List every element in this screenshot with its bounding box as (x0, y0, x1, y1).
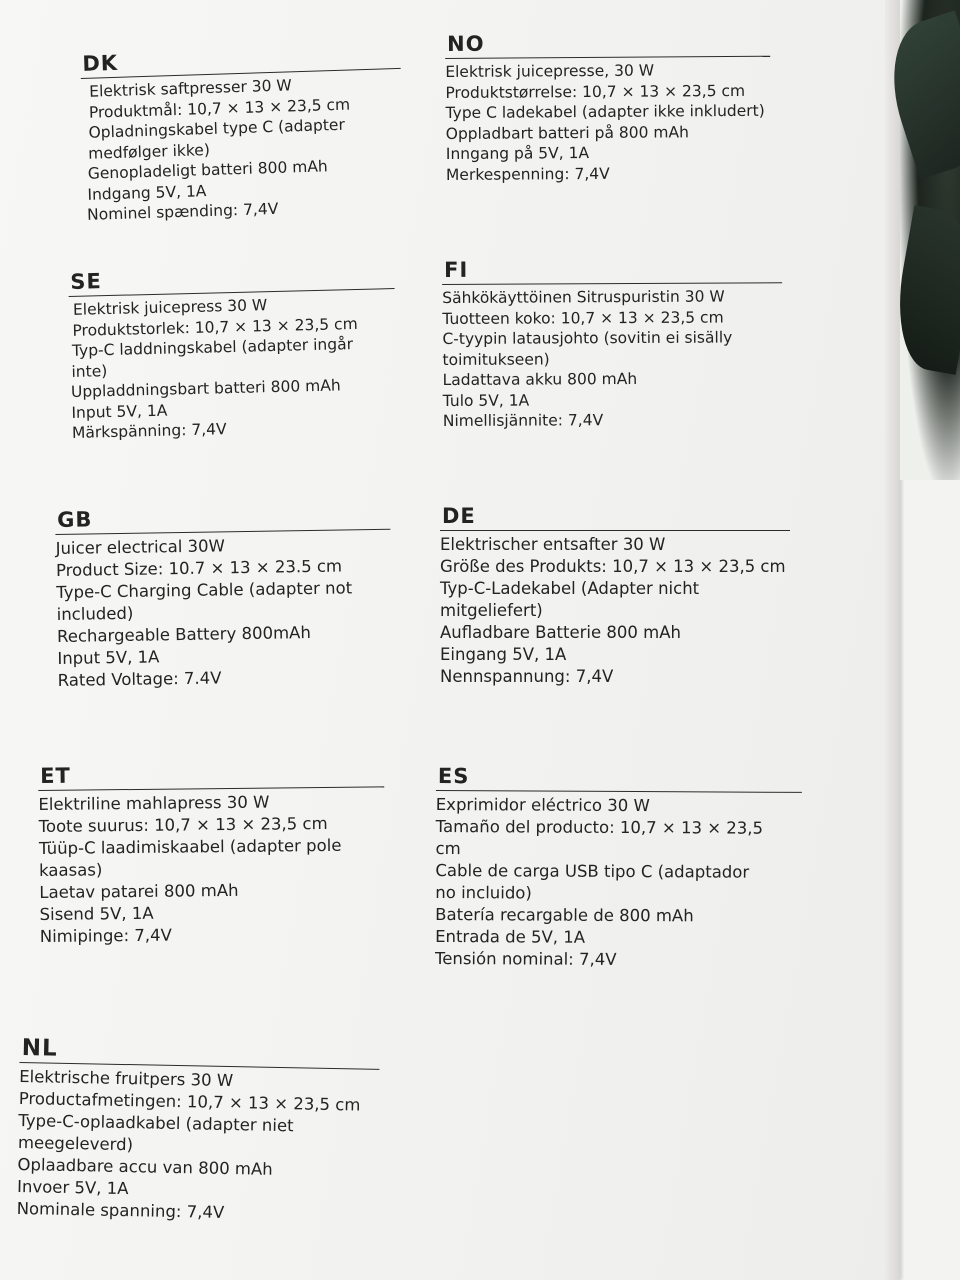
spec-line: Exprimidor eléctrico 30 W (435, 794, 650, 816)
divider (442, 282, 782, 285)
spec-line: Nominale spanning: 7,4V (16, 1198, 225, 1222)
spec-line: cm (435, 838, 461, 859)
spec-line: included) (56, 603, 134, 624)
background-plant (900, 0, 960, 480)
spec-line: Tüüp-C laadimiskaabel (adapter pole (38, 835, 342, 858)
spec-line: Cable de carga USB tipo C (adaptador (435, 860, 750, 882)
section-nl (16, 1036, 379, 1227)
spec-line: inte) (71, 361, 108, 381)
spec-line: medfølger ikke) (87, 140, 211, 163)
spec-line: Batería recargable de 800 mAh (435, 904, 694, 926)
section-code: NO (446, 31, 485, 56)
spec-line: Typ-C-Ladekabel (Adapter nicht (440, 579, 700, 598)
section-dk (80, 42, 405, 225)
spec-line: kaasas) (39, 860, 103, 880)
spec-line: Uppladdningsbart batteri 800 mAh (70, 376, 341, 401)
spec-line: mitgeliefert) (440, 601, 543, 620)
spec-line: Elektrisk juicepresse, 30 W (445, 61, 655, 81)
spec-line: Produktmål: 10,7 × 13 × 23,5 cm (88, 95, 351, 122)
section-gb (55, 503, 393, 692)
spec-line: Toote suurus: 10,7 × 13 × 23,5 cm (38, 813, 328, 836)
section-et (38, 760, 386, 948)
spec-line: Juicer electrical 30W (55, 536, 226, 558)
section-code: NL (21, 1035, 58, 1062)
spec-line: Größe des Produkts: 10,7 × 13 × 23,5 cm (440, 557, 786, 576)
spec-line: Invoer 5V, 1A (16, 1176, 129, 1199)
spec-line: Nennspannung: 7,4V (440, 667, 614, 686)
section-de (440, 504, 790, 688)
spec-line: Opladningskabel type C (adapter (88, 115, 346, 142)
spec-line: Rechargeable Battery 800mAh (56, 622, 311, 646)
spec-line: Product Size: 10.7 × 13 × 23.5 cm (55, 556, 343, 580)
spec-line: Indgang 5V, 1A (87, 181, 207, 204)
spec-line: Inngang på 5V, 1A (445, 143, 590, 163)
spec-line: Ladattava akku 800 mAh (442, 369, 638, 389)
spec-line: Nimipinge: 7,4V (39, 925, 172, 946)
spec-line: Entrada de 5V, 1A (435, 926, 586, 947)
box-edge (885, 0, 900, 1280)
spec-line: Type-C Charging Cable (adapter not (56, 578, 353, 602)
spec-line: Elektrische fruitpers 30 W (19, 1066, 234, 1091)
spec-line: Productafmetingen: 10,7 × 13 × 23,5 cm (18, 1088, 361, 1115)
section-se (68, 262, 398, 443)
spec-line: Elektrisk juicepress 30 W (72, 296, 268, 319)
spec-line: C-tyypin latausjohto (sovitin ei sisälly (442, 328, 733, 348)
spec-line: Tamaño del producto: 10,7 × 13 × 23,5 (435, 816, 764, 838)
spec-line: Produktstorlek: 10,7 × 13 × 23,5 cm (72, 314, 358, 340)
spec-line: Tuotteen koko: 10,7 × 13 × 23,5 cm (442, 308, 724, 328)
section-code: FI (443, 257, 469, 282)
spec-line: Nominel spænding: 7,4V (86, 199, 279, 224)
spec-line: Oplaadbare accu van 800 mAh (17, 1154, 273, 1179)
spec-line: Elektriline mahlapress 30 W (38, 792, 270, 814)
spec-line: Nimellisjännite: 7,4V (442, 411, 604, 430)
spec-line: Input 5V, 1A (71, 401, 168, 422)
divider (436, 790, 802, 793)
spec-line: Tulo 5V, 1A (442, 391, 530, 410)
spec-line: Produktstørrelse: 10,7 × 13 × 23,5 cm (445, 81, 746, 102)
section-code: ES (437, 764, 470, 789)
spec-line: Märkspänning: 7,4V (71, 420, 227, 442)
spec-line: no incluido) (435, 882, 532, 903)
spec-line: Type C ladekabel (adapter ikke inkludert) (445, 101, 765, 122)
spec-line: Aufladbare Batterie 800 mAh (440, 623, 681, 642)
spec-line: Oppladbart batteri på 800 mAh (445, 122, 689, 143)
spec-line: Typ-C laddningskabel (adapter ingår (71, 335, 354, 360)
spec-line: Tensión nominal: 7,4V (434, 948, 617, 969)
divider (440, 530, 790, 531)
spec-line: Elektrisk saftpresser 30 W (88, 76, 292, 101)
spec-line: meegeleverd) (17, 1132, 134, 1155)
section-es (435, 764, 802, 972)
section-no (445, 30, 771, 185)
section-fi (442, 256, 783, 431)
section-code: GB (56, 507, 93, 532)
spec-line: Input 5V, 1A (57, 647, 160, 668)
spec-line: Type-C-oplaadkabel (adapter niet (18, 1110, 294, 1136)
spec-line: Eingang 5V, 1A (440, 645, 567, 664)
section-code: DE (442, 504, 476, 528)
spec-line: Elektrischer entsafter 30 W (440, 535, 666, 554)
spec-line: Sisend 5V, 1A (39, 903, 154, 924)
section-code: ET (39, 763, 71, 788)
spec-line: Rated Voltage: 7.4V (57, 668, 222, 690)
section-code: DK (81, 50, 119, 76)
section-code: SE (69, 269, 103, 294)
spec-line: Sähkökäyttöinen Sitruspuristin 30 W (442, 287, 725, 307)
spec-line: Merkespenning: 7,4V (445, 164, 610, 184)
spec-line: Genopladeligt batteri 800 mAh (87, 157, 329, 183)
spec-line: toimitukseen) (442, 349, 550, 369)
divider (445, 56, 770, 59)
spec-line: Laetav patarei 800 mAh (39, 880, 239, 902)
